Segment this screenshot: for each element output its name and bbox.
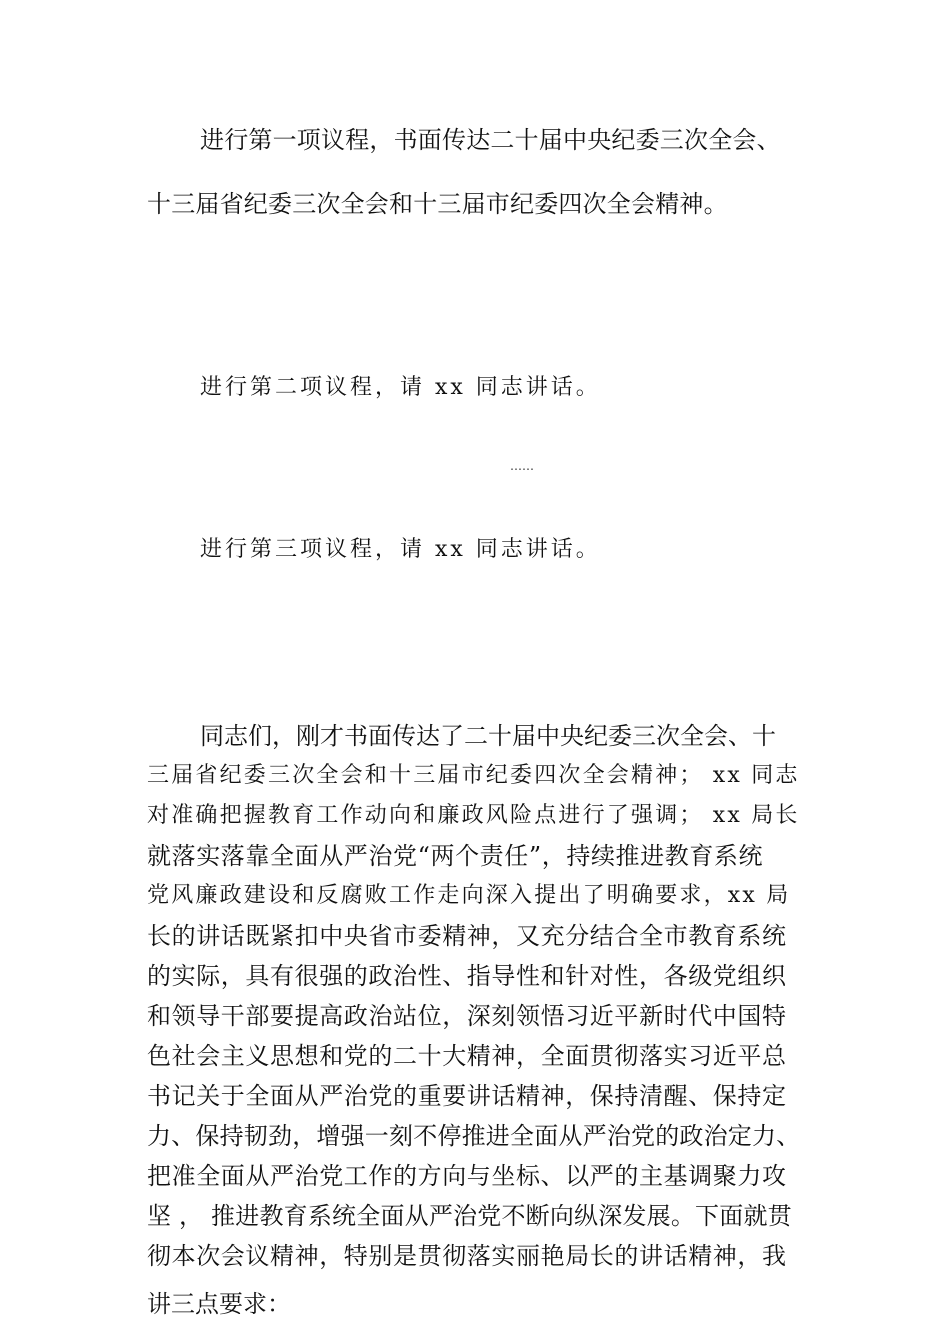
agenda-item-3: 进行第三项议程，请 xx 同志讲话。 bbox=[200, 537, 601, 562]
speech-line-10: 书记关于全面从严治党的重要讲话精神，保持清醒、保持定 bbox=[147, 1082, 787, 1110]
speech-line-3: 对准确把握教育工作动向和廉政风险点进行了强调； xx 局长 bbox=[147, 803, 800, 828]
agenda-item-1-line-1: 进行第一项议程，书面传达二十届中央纪委三次全会、 bbox=[200, 126, 781, 154]
agenda-item-1-line-2: 十三届省纪委三次全会和十三届市纪委四次全会精神。 bbox=[147, 190, 728, 218]
speech-line-6: 长的讲话既紧扣中央省市委精神，又充分结合全市教育系统 bbox=[147, 922, 787, 950]
speech-line-5: 党风廉政建设和反腐败工作走向深入提出了明确要求，xx 局 bbox=[147, 883, 791, 908]
speech-line-7: 的实际，具有很强的政治性、指导性和针对性，各级党组织 bbox=[147, 962, 787, 990]
speech-line-12: 把准全面从严治党工作的方向与坐标、以严的主基调聚力攻 bbox=[147, 1162, 787, 1190]
speech-line-13: 坚 ， 推进教育系统全面从严治党不断向纵深发展。下面就贯 bbox=[147, 1202, 792, 1230]
speech-line-15: 讲三点要求： bbox=[147, 1290, 291, 1318]
speech-line-2: 三届省纪委三次全会和十三届市纪委四次全会精神； xx 同志 bbox=[147, 763, 800, 788]
speech-line-4: 就落实落靠全面从严治党“两个责任”，持续推进教育系统 bbox=[147, 842, 764, 870]
speech-line-8: 和领导干部要提高政治站位，深刻领悟习近平新时代中国特 bbox=[147, 1002, 787, 1030]
ellipsis-separator: …… bbox=[510, 459, 534, 473]
speech-line-1: 同志们，刚才书面传达了二十届中央纪委三次全会、十 bbox=[200, 722, 776, 750]
speech-line-14: 彻本次会议精神，特别是贯彻落实丽艳局长的讲话精神，我 bbox=[147, 1242, 787, 1270]
speech-line-11: 力、保持韧劲，增强一刻不停推进全面从严治党的政治定力、 bbox=[147, 1122, 801, 1150]
agenda-item-2: 进行第二项议程，请 xx 同志讲话。 bbox=[200, 375, 601, 400]
speech-line-9: 色社会主义思想和党的二十大精神，全面贯彻落实习近平总 bbox=[147, 1042, 787, 1070]
